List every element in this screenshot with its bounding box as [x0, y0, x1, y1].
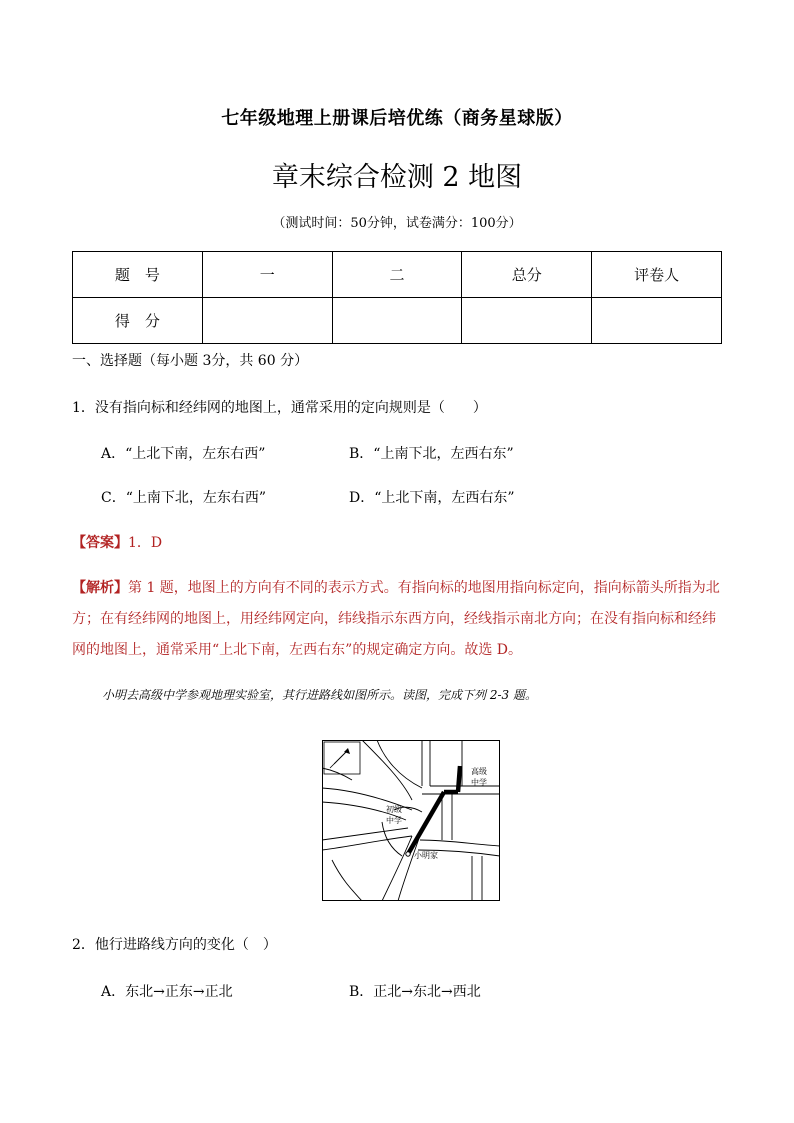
answer-tag: 【答案】 [72, 535, 128, 551]
q2-option-a: A．东北→正东→正北 [101, 984, 233, 1000]
table-cell: 题 号 [73, 252, 203, 298]
table-row [73, 298, 722, 344]
table-cell: 评卷人 [592, 252, 722, 298]
passage-intro: 小明去高级中学参观地理实验室，其行进路线如图所示。读图，完成下列 2-3 题。 [102, 688, 537, 702]
question-2-stem: 2．他行进路线方向的变化（ ） [72, 937, 277, 953]
answer-value: 1．D [128, 535, 163, 551]
route-map [322, 740, 500, 901]
table-cell-empty[interactable] [332, 298, 462, 344]
table-cell: 一 [202, 252, 332, 298]
label-senior-school-2: 中学 [471, 778, 487, 787]
q1-option-c: C．“上南下北，左东右西” [101, 490, 267, 506]
q2-option-b: B．正北→东北→西北 [349, 984, 481, 1000]
home-marker-icon [406, 852, 410, 856]
q1-option-a: A．“上北下南，左东右西” [101, 446, 266, 462]
table-cell-empty[interactable] [592, 298, 722, 344]
table-row [73, 252, 722, 298]
chapter-title: 章末综合检测 2 地图 [271, 162, 523, 193]
north-arrow-icon [324, 742, 360, 774]
q1-option-b: B．“上南下北，左西右东” [349, 446, 514, 462]
score-table [72, 251, 722, 344]
question-1-stem: 1．没有指向标和经纬网的地图上，通常采用的定向规则是（ ） [72, 400, 487, 416]
document-title: 七年级地理上册课后培优练（商务星球版） [221, 108, 573, 129]
q1-option-d: D．“上北下南，左西右东” [349, 490, 515, 506]
explain-text: 第 1 题，地图上的方向有不同的表示方式。有指向标的地图用指向标定向，指向标箭头所指为北方；在有经纬网的地图上，用经纬网定向，纬线指示东西方向，经线指示南北方向；在没有指向标和经纬网的地图上，通常采用“上北下南，左西右东”的规定确定方向。故选 D。 [72, 580, 720, 658]
table-cell-empty[interactable] [462, 298, 592, 344]
table-cell: 得 分 [73, 298, 203, 344]
table-cell: 二 [332, 252, 462, 298]
label-senior-school-1: 高级 [471, 767, 487, 776]
table-cell: 总分 [462, 252, 592, 298]
label-home: 小明家 [414, 851, 438, 860]
table-cell-empty[interactable] [202, 298, 332, 344]
test-info: （测试时间：50分钟，试卷满分：100分） [272, 216, 522, 231]
label-junior-school-2: 中学 [386, 816, 402, 825]
section-heading: 一、选择题（每小题 3分，共 60 分） [72, 353, 309, 369]
q1-answer [72, 532, 162, 552]
label-junior-school-1: 初级 [386, 805, 402, 814]
q1-explanation [72, 573, 722, 666]
explain-tag: 【解析】 [72, 580, 128, 596]
